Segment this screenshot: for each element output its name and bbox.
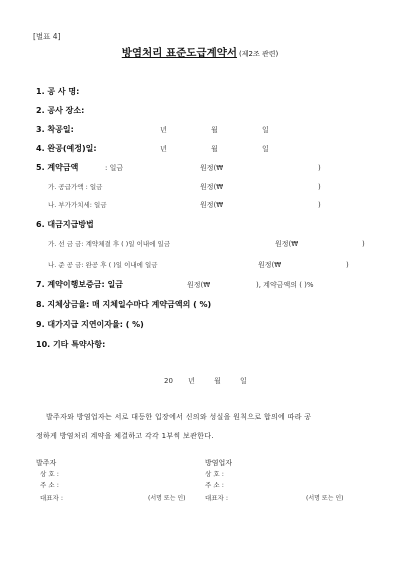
vat-won: 원정(₩ [200,201,224,209]
end-day-label: 일 [262,145,269,153]
item-supply-value: 가. 공급가액 : 일금 [48,183,103,191]
completion-close: ) [346,261,349,269]
item-vat: 나. 부가가치세: 일금 [48,201,107,209]
client-address: 주 소 : [40,481,59,489]
agreement-line-1: 발주자와 방염업자는 서로 대등한 입장에서 신의와 성실을 원칙으로 합의에 따라 공 [46,413,312,421]
item-contract-amount: 5. 계약금액 [36,163,79,172]
item-project-location: 2. 공사 장소: [36,106,85,115]
date-year: 년 [188,377,195,385]
item-special-terms: 10. 기타 특약사항: [36,340,106,349]
advance-close: ) [362,240,365,248]
end-year-label: 년 [160,145,167,153]
date-day: 일 [240,377,247,385]
bond-won: 원정(₩ [187,281,211,289]
bond-ratio: ), 계약금액의 ( )% [256,281,314,289]
title-main: 방염처리 표준도급계약서 [121,47,238,59]
title-sub: (제2조 관련) [239,50,279,58]
contract-amount-prefix: : 일금 [105,164,124,172]
client-heading: 발주자 [36,459,57,467]
item-start-date: 3. 착공일: [36,125,74,134]
item-completion-date: 4. 완공(예정)일: [36,144,97,153]
item-completion-payment: 나. 준 공 금: 완공 후 ( )일 이내에 일금 [48,261,158,269]
item-payment-method: 6. 대금지급방법 [36,220,94,229]
supply-value-won: 원정(₩ [200,183,224,191]
client-company: 상 호 : [40,470,59,478]
completion-won: 원정(₩ [258,261,282,269]
start-month-label: 월 [211,126,218,134]
contract-amount-close: ) [318,164,321,172]
contractor-heading: 방염업자 [205,459,233,467]
item-delay-penalty: 8. 지체상금율: 매 지체일수마다 계약금액의 ( %) [36,300,212,309]
start-day-label: 일 [262,126,269,134]
vat-close: ) [318,201,321,209]
item-late-interest: 9. 대가지급 지연이자율: ( %) [36,320,144,329]
advance-won: 원정(₩ [275,240,299,248]
start-year-label: 년 [160,126,167,134]
item-advance-payment: 가. 선 금 금: 계약체결 후 ( )일 이내에 일금 [48,240,171,248]
page-title [0,48,400,59]
annex-label: [별표 4] [33,32,61,41]
client-seal: (서명 또는 인) [148,495,186,502]
end-month-label: 월 [211,145,218,153]
contractor-address: 주 소 : [205,481,224,489]
contractor-company: 상 호 : [205,470,224,478]
agreement-line-2: 정하게 방염처리 계약을 체결하고 각각 1부씩 보관한다. [36,432,214,440]
supply-value-close: ) [318,183,321,191]
contractor-seal: (서명 또는 인) [306,495,344,502]
item-project-name: 1. 공 사 명: [36,87,80,96]
item-performance-bond: 7. 계약이행보증금: 일금 [36,280,123,289]
contractor-representative: 대표자 : [205,494,229,502]
date-prefix: 20 [164,377,173,385]
client-representative: 대표자 : [40,494,64,502]
contract-amount-won: 원정(₩ [200,164,224,172]
date-month: 월 [214,377,221,385]
